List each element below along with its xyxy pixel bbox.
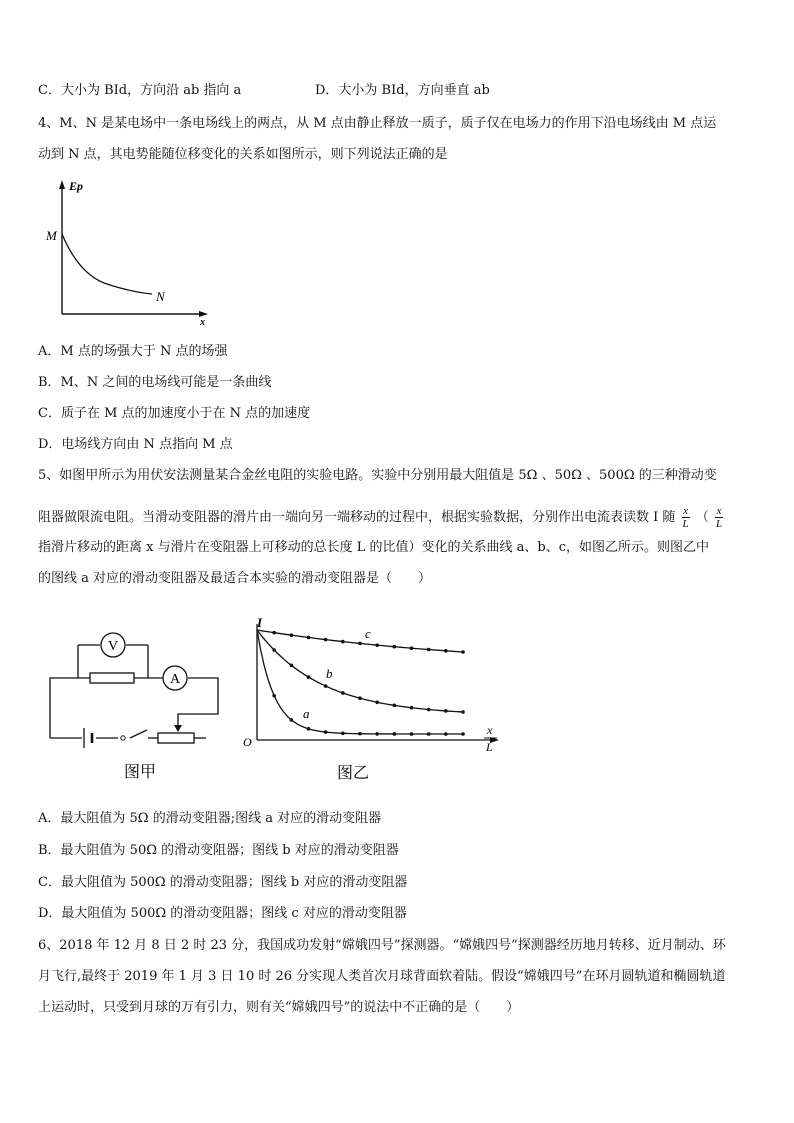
point-n-label: N bbox=[156, 289, 165, 304]
curve-c-point bbox=[341, 640, 345, 644]
q5-stem-line4: 的图线 a 对应的滑动变阻器及最适合本实验的滑动变阻器是（ ） bbox=[38, 571, 432, 586]
q5-option-a: A．最大阻值为 5Ω 的滑动变阻器;图线 a 对应的滑动变阻器 bbox=[38, 811, 382, 826]
curve-b-point bbox=[461, 710, 465, 714]
curve-c-point bbox=[461, 650, 465, 654]
curve-b-point bbox=[290, 664, 294, 668]
curve-c-point bbox=[410, 646, 414, 650]
x-axis-label: x bbox=[200, 317, 205, 328]
q4-option-a: A．M 点的场强大于 N 点的场强 bbox=[38, 344, 228, 359]
switch-contact bbox=[121, 736, 125, 740]
y-axis-arrow bbox=[59, 180, 65, 189]
curve-a-point bbox=[307, 727, 311, 731]
curve-c-label: c bbox=[365, 626, 371, 641]
curve-b-point bbox=[427, 708, 431, 712]
q6-stem-line2: 月飞行,最终于 2019 年 1 月 3 日 10 时 26 分实现人类首次月球背面软着陆。假设“嫦娥四号”在环月圆轨道和椭圆轨道 bbox=[38, 969, 726, 984]
q5-fraction-x-over-l: $\frac{x}{L}$ bbox=[682, 505, 689, 530]
curve-a-point bbox=[393, 732, 397, 736]
curve-b-point bbox=[444, 709, 448, 713]
curve-a-point bbox=[358, 732, 362, 736]
curve-a-point bbox=[427, 732, 431, 736]
curve-c-point bbox=[358, 642, 362, 646]
curve-c-point bbox=[324, 638, 328, 642]
q5-fraction-x-over-l-2: $\frac{x}{L}$ bbox=[715, 505, 723, 530]
curve-b-point bbox=[324, 684, 328, 688]
curve-c-point bbox=[307, 636, 311, 640]
curve-b-point bbox=[341, 691, 345, 695]
curve-a-point bbox=[324, 730, 328, 734]
q4-option-b: B．M、N 之间的电场线可能是一条曲线 bbox=[38, 375, 272, 390]
curve-a-point bbox=[375, 732, 379, 736]
q5-stem-line3: 指滑片移动的距离 x 与滑片在变阻器上可移动的总长度 L 的比值）变化的关系曲线 a、b、c，如图乙所示。则图乙中 bbox=[38, 540, 709, 555]
q5-option-b: B．最大阻值为 50Ω 的滑动变阻器；图线 b 对应的滑动变阻器 bbox=[38, 843, 399, 858]
curve-a bbox=[257, 630, 463, 734]
q4-stem-line2: 动到 N 点，其电势能随位移变化的关系如图所示，则下列说法正确的是 bbox=[38, 147, 448, 162]
graph-caption: 图乙 bbox=[336, 765, 370, 782]
curve-b-point bbox=[393, 704, 397, 708]
q4-option-c: C．质子在 M 点的加速度小于在 N 点的加速度 bbox=[38, 406, 311, 421]
circuit-caption: 图甲 bbox=[123, 764, 157, 781]
left-wire bbox=[50, 678, 175, 738]
curve-b-point bbox=[307, 675, 311, 679]
curve-c bbox=[257, 630, 463, 652]
q5-stem-line1: 5、如图甲所示为用伏安法测量某合金丝电阻的实验电路。实验中分别用最大阻值是 5Ω 、50Ω 、500Ω 的三种滑动变 bbox=[38, 468, 717, 483]
ammeter-label: A bbox=[169, 672, 181, 687]
curve-a-point bbox=[272, 694, 276, 698]
resistor-under-test bbox=[90, 673, 134, 683]
voltmeter-label: V bbox=[107, 639, 119, 654]
curve-a-point bbox=[290, 718, 294, 722]
q5-option-c: C．最大阻值为 500Ω 的滑动变阻器；图线 b 对应的滑动变阻器 bbox=[38, 875, 408, 890]
curve-b-point bbox=[272, 648, 276, 652]
q3-option-c: C．大小为 BId，方向沿 ab 指向 a bbox=[38, 83, 242, 98]
curve-b-label: b bbox=[326, 666, 333, 681]
x-axis-label-num: x bbox=[487, 723, 493, 737]
ep-curve bbox=[62, 234, 152, 294]
q4-ep-x-graph bbox=[40, 172, 220, 332]
curve-b-point bbox=[358, 696, 362, 700]
curve-b-point bbox=[375, 700, 379, 704]
rheostat bbox=[158, 733, 194, 743]
curve-a-point bbox=[410, 732, 414, 736]
q4-stem-line1: 4、M、N 是某电场中一条电场线上的两点，从 M 点由静止释放一质子，质子仅在电场力的作用下沿电场线由 M 点运 bbox=[38, 116, 717, 131]
rheostat-slider-arrow bbox=[174, 725, 182, 732]
curve-c-point bbox=[393, 645, 397, 649]
y-axis-label: I bbox=[257, 615, 263, 630]
curve-a-point bbox=[341, 731, 345, 735]
point-m-label: M bbox=[46, 228, 57, 243]
q5-option-d: D．最大阻值为 500Ω 的滑动变阻器；图线 c 对应的滑动变阻器 bbox=[38, 906, 407, 921]
origin-label: O bbox=[243, 735, 252, 749]
x-axis-label-den: L bbox=[486, 740, 493, 754]
curve-b-point bbox=[410, 706, 414, 710]
q5-stem-line2-text: 阻器做限流电阻。当滑动变阻器的滑片由一端向另一端移动的过程中，根据实验数据，分别作出电流表读数 I 随 bbox=[38, 510, 676, 525]
q5-open-paren: （ bbox=[695, 510, 709, 525]
y-axis-label: Ep bbox=[69, 179, 84, 193]
q5-current-graph bbox=[235, 612, 510, 787]
q6-stem-line1: 6、2018 年 12 月 8 日 2 时 23 分，我国成功发射“嫦娥四号”探测器。“嫦娥四号”探测器经历地月转移、近月制动、环 bbox=[38, 938, 726, 953]
switch-blade bbox=[130, 730, 147, 738]
q5-stem-line2 bbox=[38, 505, 725, 530]
curve-c-point bbox=[272, 631, 276, 635]
q3-option-d: D．大小为 BId，方向垂直 ab bbox=[315, 83, 490, 98]
q4-option-d: D．电场线方向由 N 点指向 M 点 bbox=[38, 437, 233, 452]
curve-c-point bbox=[375, 643, 379, 647]
curve-a-label: a bbox=[303, 706, 310, 721]
curve-c-point bbox=[290, 633, 294, 637]
curve-a-point bbox=[461, 732, 465, 736]
q5-circuit-diagram bbox=[40, 625, 230, 785]
curve-c-point bbox=[427, 648, 431, 652]
curve-a-point bbox=[444, 732, 448, 736]
curve-c-point bbox=[444, 649, 448, 653]
q6-stem-line3: 上运动时，只受到月球的万有引力，则有关“嫦娥四号”的说法中不正确的是（ ） bbox=[38, 1000, 520, 1015]
curve-group bbox=[257, 630, 465, 736]
